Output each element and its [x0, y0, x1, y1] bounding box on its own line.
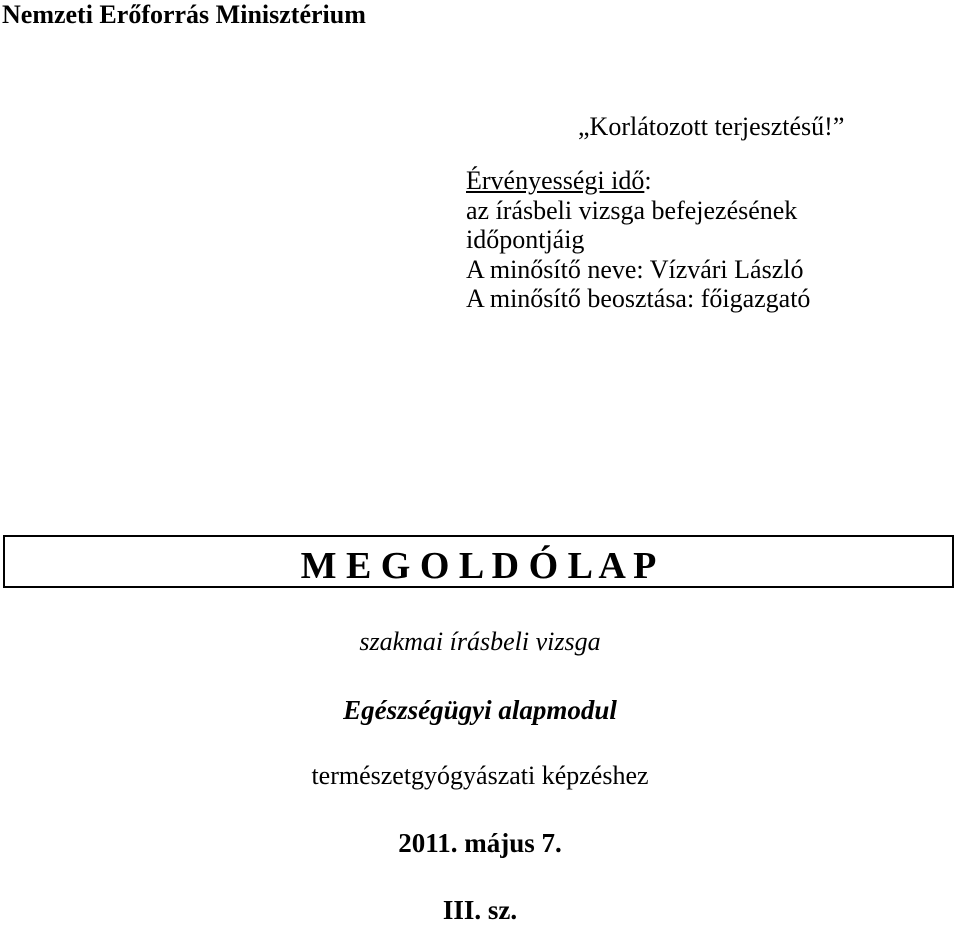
classification-block [466, 166, 810, 314]
module-name: Egészségügyi alapmodul [343, 695, 617, 725]
validity-heading [466, 166, 810, 196]
document-title-box [3, 535, 954, 588]
validity-colon: : [644, 166, 652, 195]
validity-line-1: az írásbeli vizsga befejezésének [466, 195, 798, 225]
training-name: természetgyógyászati képzéshez [311, 761, 649, 790]
ministry-name: Nemzeti Erőforrás Minisztérium [2, 0, 366, 29]
document-title: M E G O L D Ó L A P [300, 545, 657, 587]
classifier-position: A minősítő beosztása: főigazgató [466, 284, 811, 313]
restricted-distribution-notice: „Korlátozott terjesztésű!” [578, 112, 845, 141]
validity-label: Érvényességi idő [466, 166, 645, 195]
document-code: III. sz. [442, 895, 518, 925]
exam-date: 2011. május 7. [398, 828, 562, 858]
exam-subtitle: szakmai írásbeli vizsga [359, 627, 601, 656]
validity-line-2: időpontjáig [466, 225, 585, 254]
classifier-name: A minősítő neve: Vízvári László [466, 254, 804, 284]
